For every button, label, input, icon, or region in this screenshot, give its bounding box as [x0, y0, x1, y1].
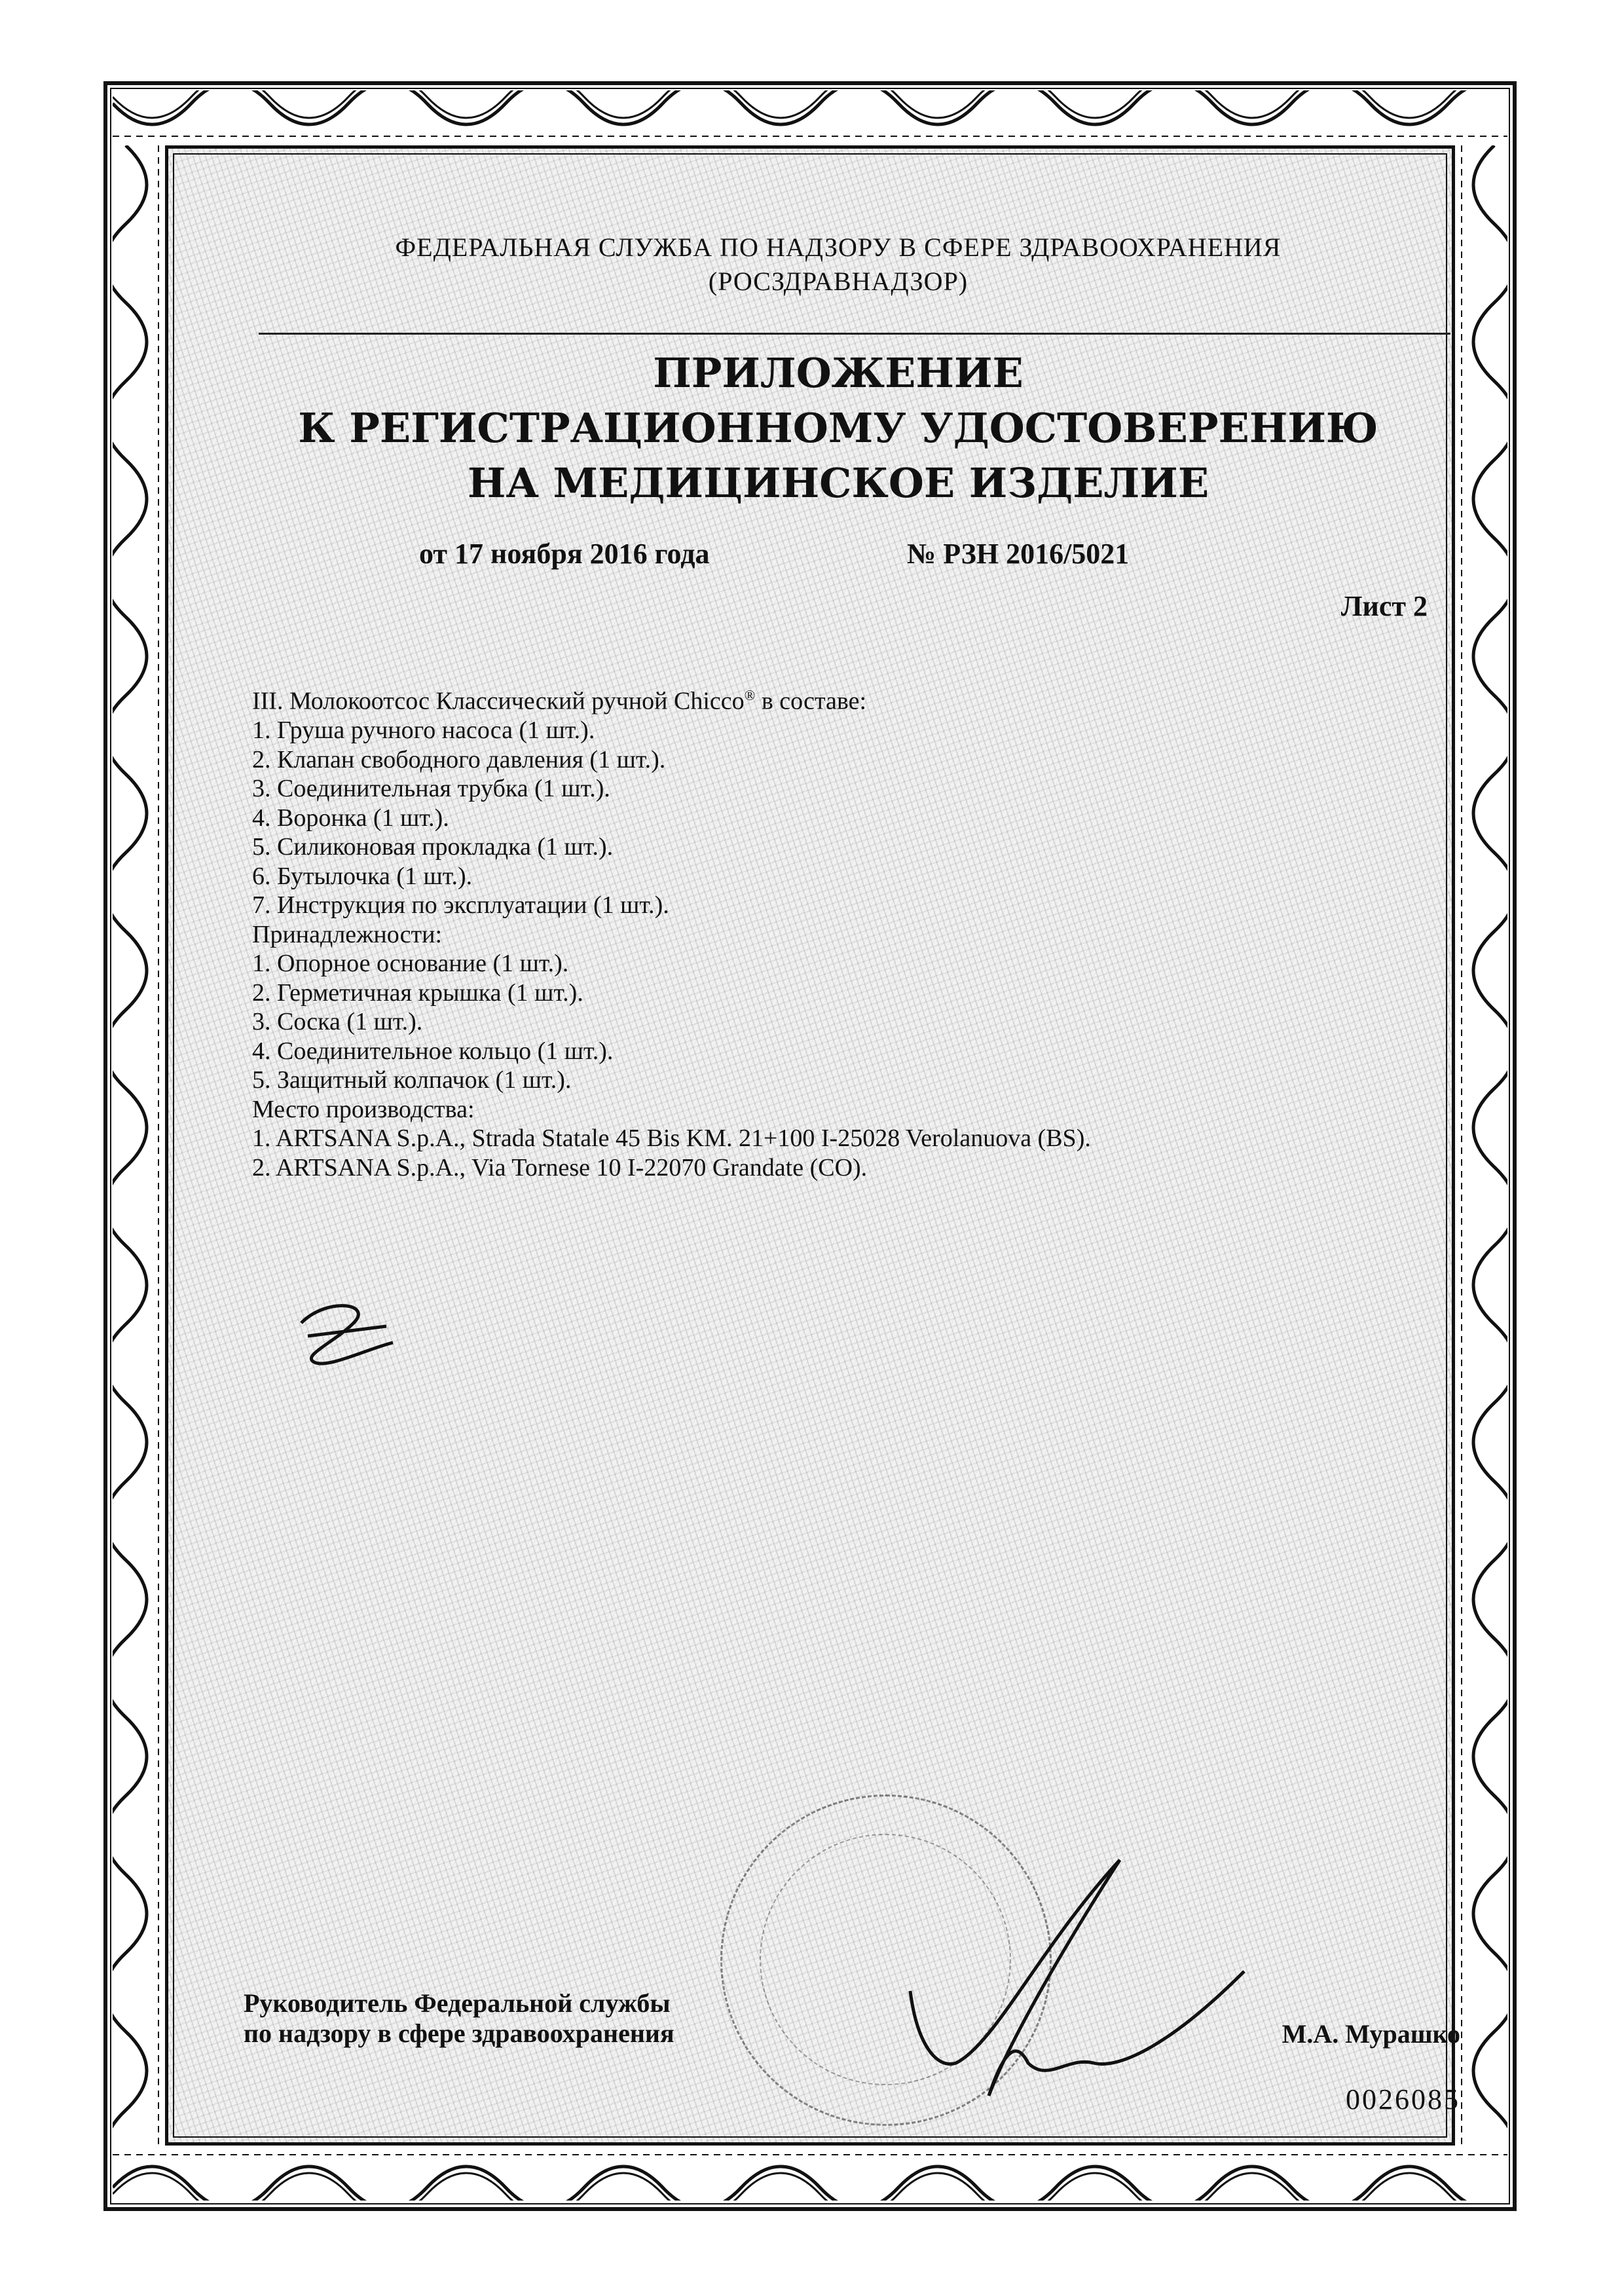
- component-item: 4. Воронка (1 шт.).: [252, 804, 449, 832]
- sheet-number: Лист 2: [1340, 590, 1428, 622]
- accessory-item: 5. Защитный колпачок (1 шт.).: [252, 1066, 572, 1094]
- accessory-item: 2. Герметичная крышка (1 шт.).: [252, 978, 583, 1007]
- product-heading: [252, 681, 1091, 716]
- registered-trademark-mark: ®: [744, 687, 756, 703]
- component-item: 5. Силиконовая прокладка (1 шт.).: [252, 833, 614, 861]
- form-serial-number: 0026085: [1346, 2083, 1460, 2115]
- product-heading-text: III. Молокоотсос Классический ручной Chicco: [252, 687, 745, 715]
- product-heading-suffix: в составе:: [755, 687, 867, 715]
- ornament-border-top: [113, 90, 1507, 145]
- accessory-item: 4. Соединительное кольцо (1 шт.).: [252, 1037, 614, 1065]
- accessory-item: 1. Опорное основание (1 шт.).: [252, 950, 569, 978]
- accessories-heading: Принадлежности:: [252, 920, 443, 948]
- title-line-3: НА МЕДИЦИНСКОЕ ИЗДЕЛИЕ: [467, 459, 1209, 507]
- handwritten-signature: [825, 1847, 1297, 2122]
- document-title: [249, 346, 1428, 511]
- signatory-name: М.А. Мурашко: [1282, 2019, 1460, 2049]
- agency-abbreviation: (РОСЗДРАВНАДЗОР): [708, 267, 969, 296]
- production-site: 1. ARTSANA S.p.A., Strada Statale 45 Bis KM. 21+100 I-25028 Verolanuova (BS).: [252, 1125, 1091, 1153]
- ornament-border-left: [113, 145, 168, 2146]
- agency-header: [249, 231, 1428, 299]
- header-divider: [259, 333, 1450, 335]
- component-item: 6. Бутылочка (1 шт.).: [252, 862, 473, 890]
- title-line-2: К РЕГИСТРАЦИОННОМУ УДОСТОВЕРЕНИЮ: [298, 404, 1378, 452]
- product-description: [252, 681, 1091, 1182]
- production-heading: Место производства:: [252, 1095, 475, 1123]
- ornament-border-bottom: [113, 2146, 1507, 2201]
- ornament-border-right: [1452, 145, 1507, 2146]
- registration-date: от 17 ноября 2016 года: [419, 538, 710, 570]
- signatory-position: [244, 1988, 674, 2049]
- agency-name: ФЕДЕРАЛЬНАЯ СЛУЖБА ПО НАДЗОРУ В СФЕРЕ ЗДРАВООХРАНЕНИЯ: [395, 232, 1282, 262]
- signatory-position-line-1: Руководитель Федеральной службы: [244, 1988, 671, 2018]
- accessory-item: 3. Соска (1 шт.).: [252, 1008, 423, 1036]
- component-item: 7. Инструкция по эксплуатации (1 шт.).: [252, 891, 669, 920]
- component-item: 3. Соединительная трубка (1 шт.).: [252, 775, 610, 803]
- component-item: 1. Груша ручного насоса (1 шт.).: [252, 716, 595, 745]
- production-site: 2. ARTSANA S.p.A., Via Tornese 10 I-22070 Grandate (CO).: [252, 1153, 868, 1181]
- title-line-1: ПРИЛОЖЕНИЕ: [653, 349, 1024, 397]
- component-item: 2. Клапан свободного давления (1 шт.).: [252, 745, 666, 773]
- initials-mark: [288, 1297, 406, 1375]
- signatory-position-line-2: по надзору в сфере здравоохранения: [244, 2018, 674, 2048]
- registration-number: № РЗН 2016/5021: [907, 538, 1130, 570]
